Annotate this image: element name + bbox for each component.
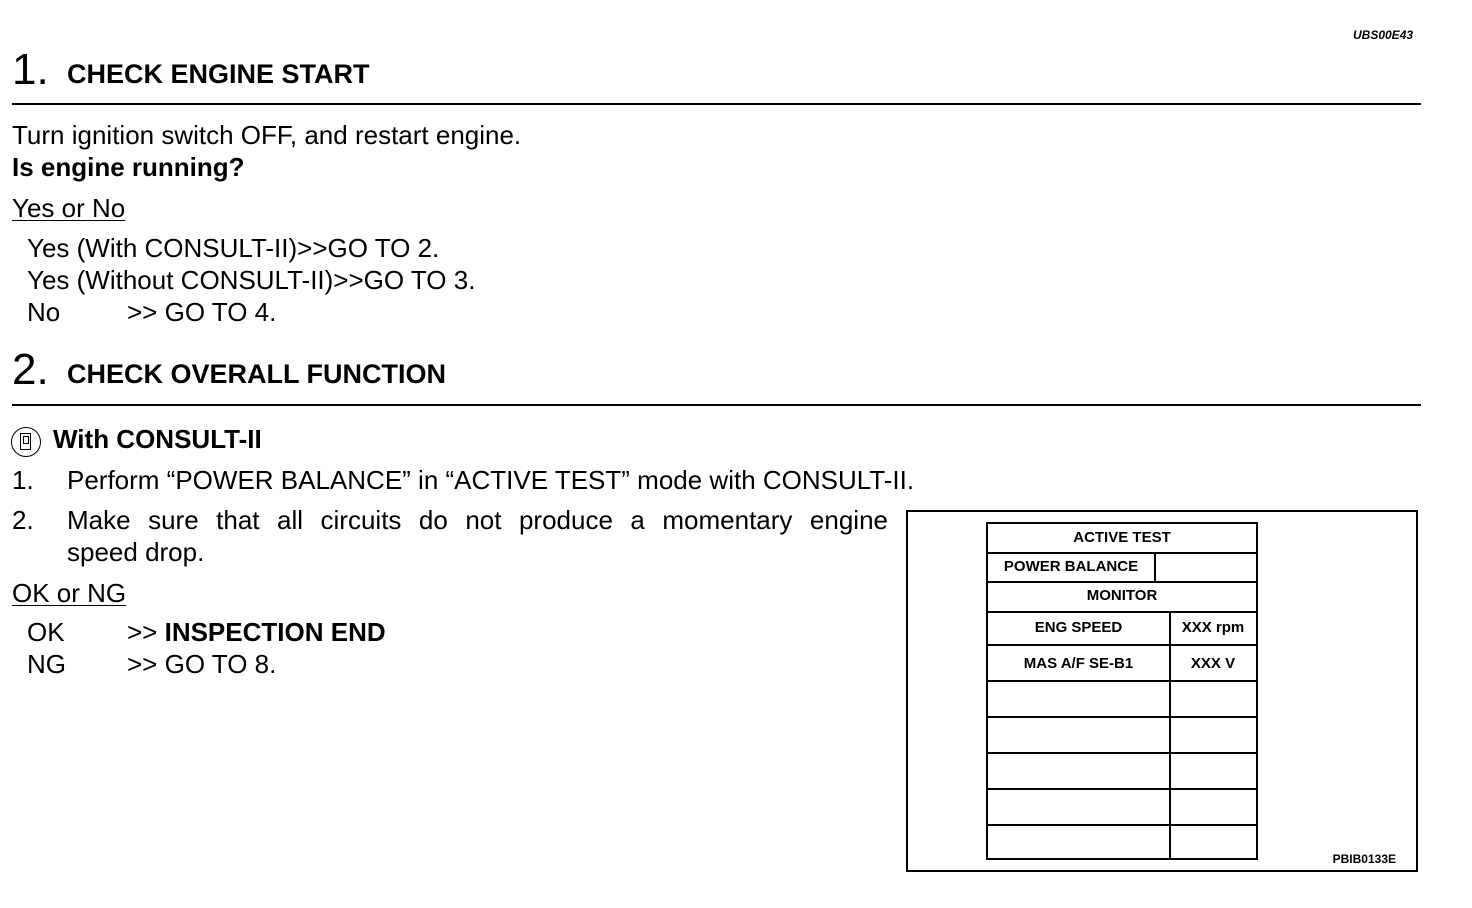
step-1-choice-label: Yes or No [12,193,126,223]
step-2-divider [12,404,1421,406]
figure-id: PBIB0133E [1332,852,1396,866]
step-2-answer-ng-value: >> GO TO 8. [127,649,277,679]
step-2-item-1-text: Perform “POWER BALANCE” in “ACTIVE TEST” mode with CONSULT-II. [67,465,915,495]
step-2-item-2-text-line1: Make sure that all circuits do not produce a momentary engine [67,505,888,535]
step-1-answer-yes-with-consult: Yes (With CONSULT-II)>>GO TO 2. [27,233,440,263]
monitor-header: MONITOR [1086,587,1158,604]
active-test-figure [906,510,1418,872]
step-2-answer-ng-key: NG [27,649,66,679]
with-consult-heading: With CONSULT-II [53,424,262,454]
step-1-number: 1. [12,45,49,94]
document-id: UBS00E43 [1353,28,1414,42]
step-1-instruction: Turn ignition switch OFF, and restart engine. [12,120,522,150]
step-1-answer-yes-without-consult: Yes (Without CONSULT-II)>>GO TO 3. [27,265,476,295]
consult-ii-icon [11,427,41,457]
step-1-answer-no-key: No [27,297,61,327]
monitor-row-value: XXX V [1190,655,1236,672]
step-2-item-2-number: 2. [12,505,34,535]
step-2-title: CHECK OVERALL FUNCTION [67,359,447,389]
step-2-item-2-text-line2: speed drop. [67,537,205,567]
step-1-title: CHECK ENGINE START [67,59,370,89]
step-2-item-1-number: 1. [12,465,34,495]
monitor-row-label: ENG SPEED [1034,619,1123,636]
step-1-answer-no-value: >> GO TO 4. [127,297,277,327]
step-2-answer-ok-value [127,617,386,647]
power-balance-item: POWER BALANCE [1003,558,1139,575]
step-2-number: 2. [12,345,49,394]
step-2-answer-ok-result: INSPECTION END [164,617,386,647]
consult-screen [986,522,1258,860]
step-2-answer-ok-arrow: >> [127,617,165,647]
step-1-question: Is engine running? [12,152,245,182]
step-1-divider [12,103,1421,105]
active-test-header: ACTIVE TEST [1073,529,1171,546]
monitor-row-label: MAS A/F SE-B1 [1023,655,1134,672]
monitor-row-value: XXX rpm [1181,619,1245,636]
step-2-answer-ok-key: OK [27,617,65,647]
step-2-choice-label: OK or NG [12,578,127,608]
